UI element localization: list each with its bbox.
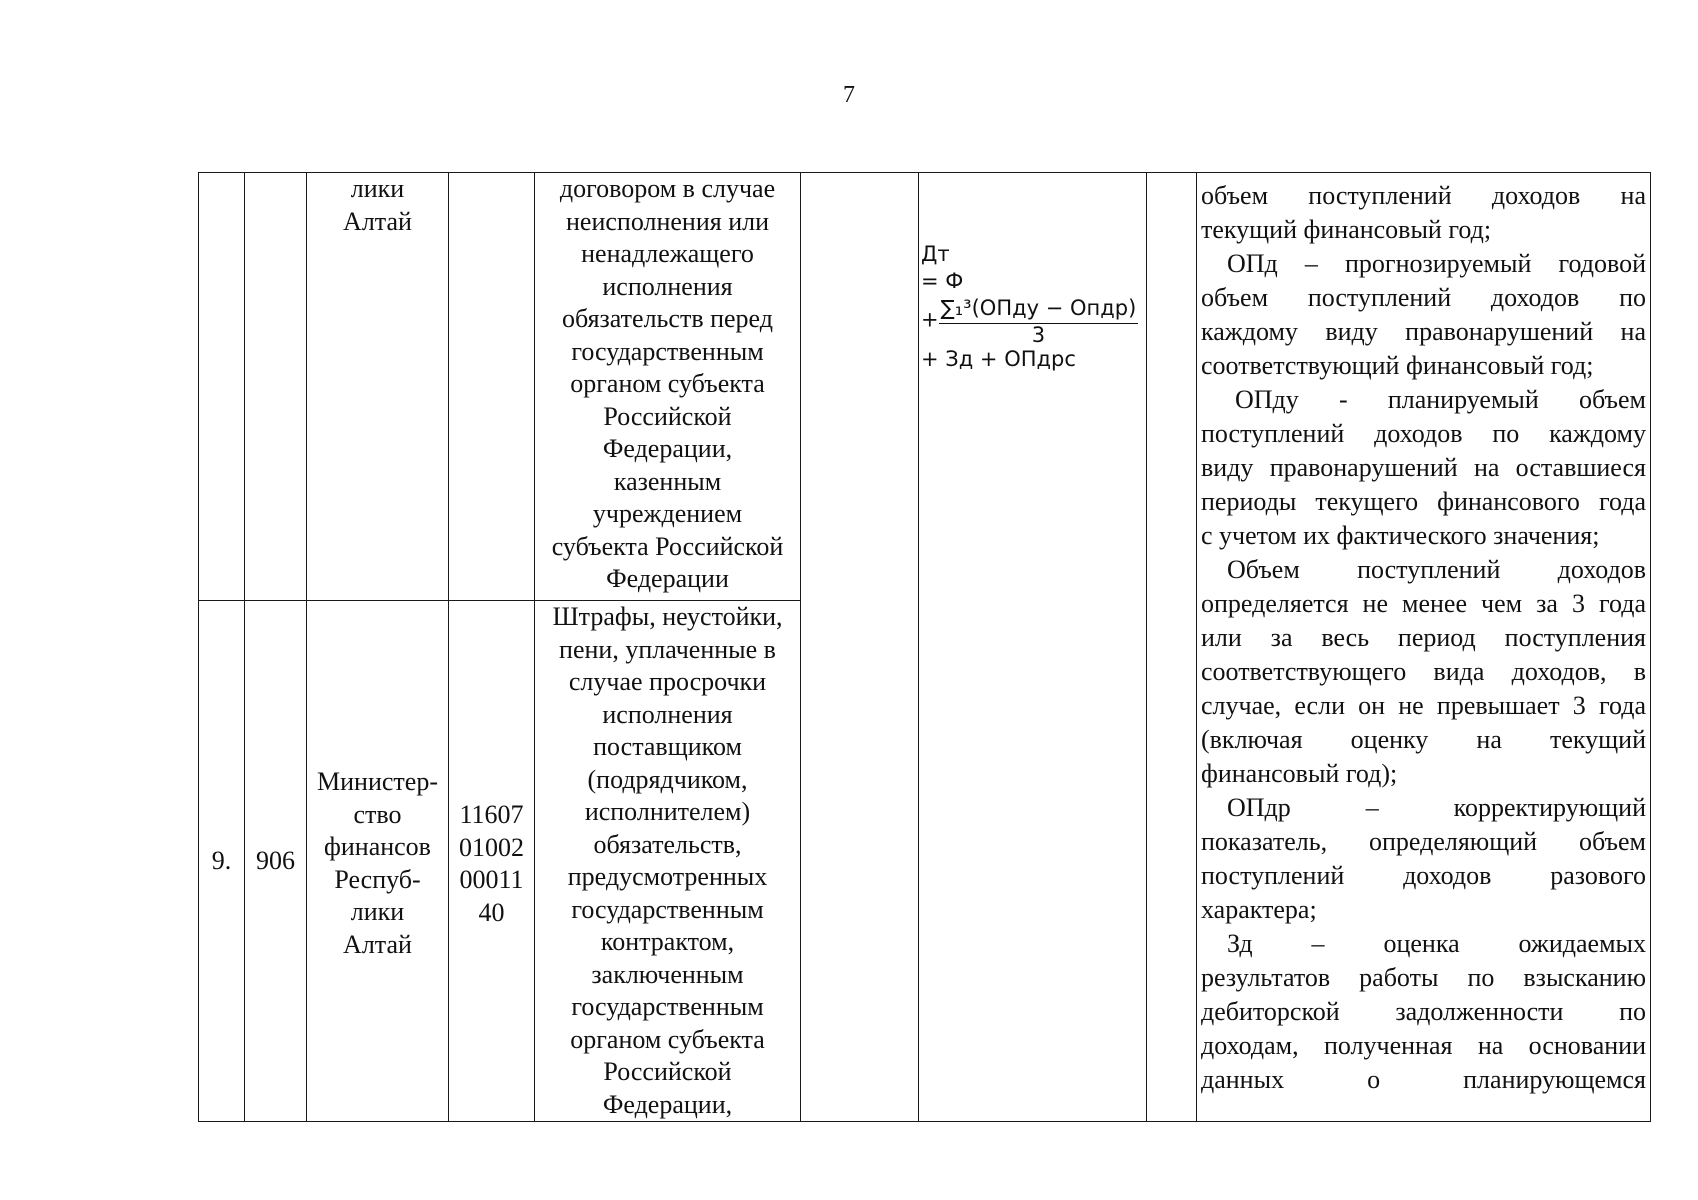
description-line: случае, если он не превышает 3 года [1201, 691, 1646, 720]
admin-code-cell [245, 601, 307, 1122]
method-cell [801, 173, 919, 1122]
revenue-name-line: поставщиком [593, 732, 742, 761]
organization-line: Респуб- [334, 864, 421, 894]
organization-line: Алтай [343, 206, 412, 236]
description-line: ОПду - планируемый объем [1235, 385, 1646, 414]
kbk-code-cell [449, 173, 535, 601]
formula-numerator: ∑₁³(ОПду − Опдр) [939, 295, 1139, 324]
kbk-code-line: 00011 [459, 865, 524, 894]
table-row-continuation [199, 173, 1651, 601]
description-line: поступлений доходов разового [1201, 861, 1646, 890]
row-number-cell [199, 601, 245, 1122]
revenue-name-line: органом субъекта [570, 369, 765, 398]
revenue-name-line: казенным [613, 466, 722, 496]
kbk-code-line: 01002 [459, 832, 524, 862]
revenue-methodology-table [198, 172, 1651, 1122]
description-line: Объем поступлений доходов [1227, 555, 1646, 584]
formula-line: + Зд + ОПдрс [921, 347, 1076, 371]
organization-cell [307, 173, 449, 601]
revenue-name-line: Федерации [606, 564, 729, 593]
revenue-name-line: Российской [603, 1057, 732, 1086]
description-line: текущий финансовый год; [1201, 215, 1492, 244]
description-line: объем поступлений доходов по [1201, 283, 1646, 312]
revenue-name-line: обязательств, [593, 829, 742, 859]
description-line: ОПдр – корректирующий [1227, 793, 1646, 822]
organization-line: лики [350, 174, 405, 203]
revenue-name-cell [535, 601, 801, 1122]
description-line: определяется не менее чем за 3 года [1201, 589, 1646, 618]
calculation-formula [921, 241, 1138, 373]
revenue-name-line: случае просрочки [568, 667, 767, 696]
description-line: периоды текущего финансового года [1201, 487, 1646, 516]
description-line: доходам, полученная на основании [1201, 1031, 1646, 1060]
organization-line: финансов [324, 832, 431, 861]
revenue-name-line: государственным [571, 894, 764, 924]
admin-code: 906 [256, 845, 295, 875]
revenue-name-line: Штрафы, неустойки, [552, 602, 783, 631]
revenue-name-line: пени, уплаченные в [559, 634, 776, 664]
description-line: соответствующий финансовый год; [1201, 351, 1594, 380]
revenue-name-line: государственным [571, 992, 764, 1021]
description-line: результатов работы по взысканию [1201, 963, 1646, 992]
description-cell [1197, 173, 1651, 1122]
revenue-name-line: исполнителем) [584, 797, 751, 826]
description-line: показатель, определяющий объем [1201, 827, 1646, 856]
kbk-code-cell [449, 601, 535, 1122]
kbk-code-line: 40 [478, 897, 505, 927]
formula-fraction [939, 295, 1139, 346]
revenue-name-line: обязательств перед [562, 304, 773, 333]
revenue-name-line: заключенным [591, 959, 744, 989]
revenue-name-line: органом субъекта [570, 1024, 765, 1054]
description-line: виду правонарушений на оставшиеся [1201, 453, 1646, 482]
formula-denominator: 3 [1031, 323, 1046, 347]
row-number: 9. [211, 845, 232, 875]
organization-line: Алтай [343, 929, 412, 959]
row-number-cell [199, 173, 245, 601]
description-line: финансовый год); [1201, 759, 1398, 788]
description-line: с учетом их фактического значения; [1201, 521, 1600, 550]
revenue-name-line: предусмотренных [567, 862, 768, 891]
revenue-name-line: исполнения [602, 699, 733, 729]
admin-code-cell [245, 173, 307, 601]
formula-fraction-row [921, 295, 1138, 346]
description-line: каждому виду правонарушений на [1201, 317, 1646, 346]
revenue-name-line: договором в случае [559, 174, 776, 203]
revenue-name-line: Федерации, [602, 434, 733, 463]
organization-line: Министер- [317, 767, 438, 796]
revenue-name-line: государственным [571, 336, 764, 366]
organization-line: ство [353, 799, 402, 829]
formula-line: = Ф [921, 269, 964, 293]
revenue-name-line: Российской [603, 401, 732, 431]
formula-plus: + [921, 307, 939, 332]
formula-line: Дт [921, 242, 950, 266]
description-line: соответствующего вида доходов, в [1201, 657, 1646, 686]
revenue-name-line: исполнения [602, 271, 733, 301]
description-line: данных о планирующемся [1201, 1065, 1646, 1094]
description-line: характера; [1201, 895, 1317, 924]
description-line: Зд – оценка ожидаемых [1227, 929, 1646, 958]
organization-line: лики [350, 897, 405, 926]
description-line: поступлений доходов по каждому [1201, 419, 1646, 448]
revenue-name-cell [535, 173, 801, 601]
description-line: или за весь период поступления [1201, 623, 1646, 652]
organization-cell [307, 601, 449, 1122]
empty-cell [1147, 173, 1197, 1122]
kbk-code-line: 11607 [459, 800, 524, 829]
description-line: дебиторской задолженности по [1201, 997, 1646, 1026]
revenue-name-line: (подрядчиком, [587, 764, 748, 794]
revenue-name-line: неисполнения или [566, 206, 769, 236]
revenue-name-line: учреждением [592, 499, 743, 528]
formula-cell [919, 173, 1147, 1122]
description-line: объем поступлений доходов на [1201, 181, 1646, 210]
revenue-name-line: контрактом, [600, 927, 735, 956]
description-line: ОПд – прогнозируемый годовой [1227, 249, 1646, 278]
revenue-name-line: Федерации, [602, 1089, 733, 1119]
revenue-name-line: субъекта Российской [551, 531, 784, 561]
description-line: (включая оценку на текущий [1201, 725, 1646, 754]
revenue-name-line: ненадлежащего [581, 239, 754, 268]
page-number: 7 [843, 82, 855, 108]
